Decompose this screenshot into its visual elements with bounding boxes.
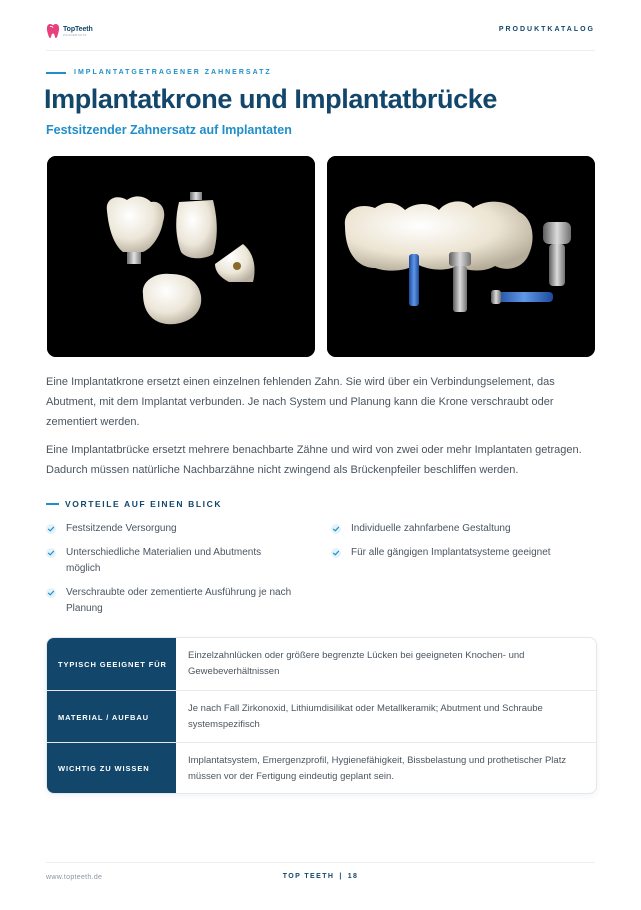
footer-website-link[interactable]: www.topteeth.de <box>46 874 103 881</box>
benefit-item <box>46 585 301 617</box>
page-subtitle: Festsitzender Zahnersatz auf Implantaten <box>46 123 292 137</box>
footer-brand: TOP TEETH <box>282 873 335 880</box>
footer-page-info <box>0 873 641 880</box>
check-icon <box>46 548 56 558</box>
table-row-label: TYPISCH GEEIGNET FÜR <box>47 638 176 690</box>
benefits-heading-text: VORTEILE AUF EINEN BLICK <box>65 499 223 509</box>
check-icon <box>331 524 341 534</box>
intro-paragraph-bridge: Eine Implantatbrücke ersetzt mehrere benachbarte Zähne und wird von zwei oder mehr Implantaten getragen. Dadurch müssen natürliche Nachbarzähne nicht zwingend als Brückenpfeiler beschliffen werden. <box>46 444 582 476</box>
intro-paragraph-crown: Eine Implantatkrone ersetzt einen einzelnen fehlenden Zahn. Sie wird über ein Verbindungselement, das Abutment, mit dem Implantat verbunden. Je nach System und Planung kann die Krone verschraubt oder zementiert werden. <box>46 376 555 428</box>
section-eyebrow <box>46 69 272 76</box>
benefits-dash <box>46 503 59 505</box>
implant-bridge-photo <box>327 156 595 357</box>
tooth-logo-icon <box>46 23 60 39</box>
brand-logo[interactable] <box>46 23 93 39</box>
eyebrow-dash <box>46 72 66 74</box>
page-title: Implantatkrone und Implantatbrücke <box>44 84 497 114</box>
brand-tagline: ZAHNERSATZ <box>63 32 87 37</box>
catalog-label: PRODUKTKATALOG <box>498 26 595 33</box>
brand-name: TopTeeth <box>63 25 93 33</box>
info-table <box>46 637 597 794</box>
table-row <box>47 690 596 743</box>
benefit-text: Unterschiedliche Materialien und Abutments möglich <box>66 547 262 574</box>
table-row <box>47 638 596 690</box>
benefit-text: Festsitzende Versorgung <box>66 523 177 534</box>
benefits-heading <box>46 499 222 509</box>
table-row-value: Implantatsystem, Emergenzprofil, Hygienefähigkeit, Bissbelastung und prothetischer Platz müssen vor der Fertigung eindeutig geplant sein. <box>188 754 567 782</box>
benefit-item <box>46 521 306 537</box>
benefit-text: Für alle gängigen Implantatsysteme geeignet <box>351 547 551 558</box>
header-divider <box>46 50 595 51</box>
benefit-item <box>331 545 591 561</box>
check-icon <box>46 524 56 534</box>
table-row-label: MATERIAL / AUFBAU <box>47 691 176 743</box>
page-number: 18 <box>347 873 359 880</box>
table-row <box>47 742 596 794</box>
benefit-text: Individuelle zahnfarbene Gestaltung <box>351 523 511 534</box>
check-icon <box>331 548 341 558</box>
footer-separator: | <box>339 873 343 880</box>
table-row-label: WICHTIG ZU WISSEN <box>47 743 176 794</box>
table-row-value: Einzelzahnlücken oder größere begrenzte Lücken bei geeigneten Knochen- und Gewebeverhältnissen <box>188 650 525 677</box>
benefit-text: Verschraubte oder zementierte Ausführung je nach Planung <box>66 587 292 614</box>
eyebrow-text: IMPLANTATGETRAGENER ZAHNERSATZ <box>74 69 272 76</box>
table-row-value: Je nach Fall Zirkonoxid, Lithiumdisilikat oder Metallkeramik; Abutment und Schraube systemspezifisch <box>188 703 543 730</box>
benefit-item <box>46 545 296 577</box>
footer-divider <box>46 862 595 863</box>
benefit-item <box>331 521 591 537</box>
check-icon <box>46 588 56 598</box>
implant-crown-photo <box>47 156 315 357</box>
